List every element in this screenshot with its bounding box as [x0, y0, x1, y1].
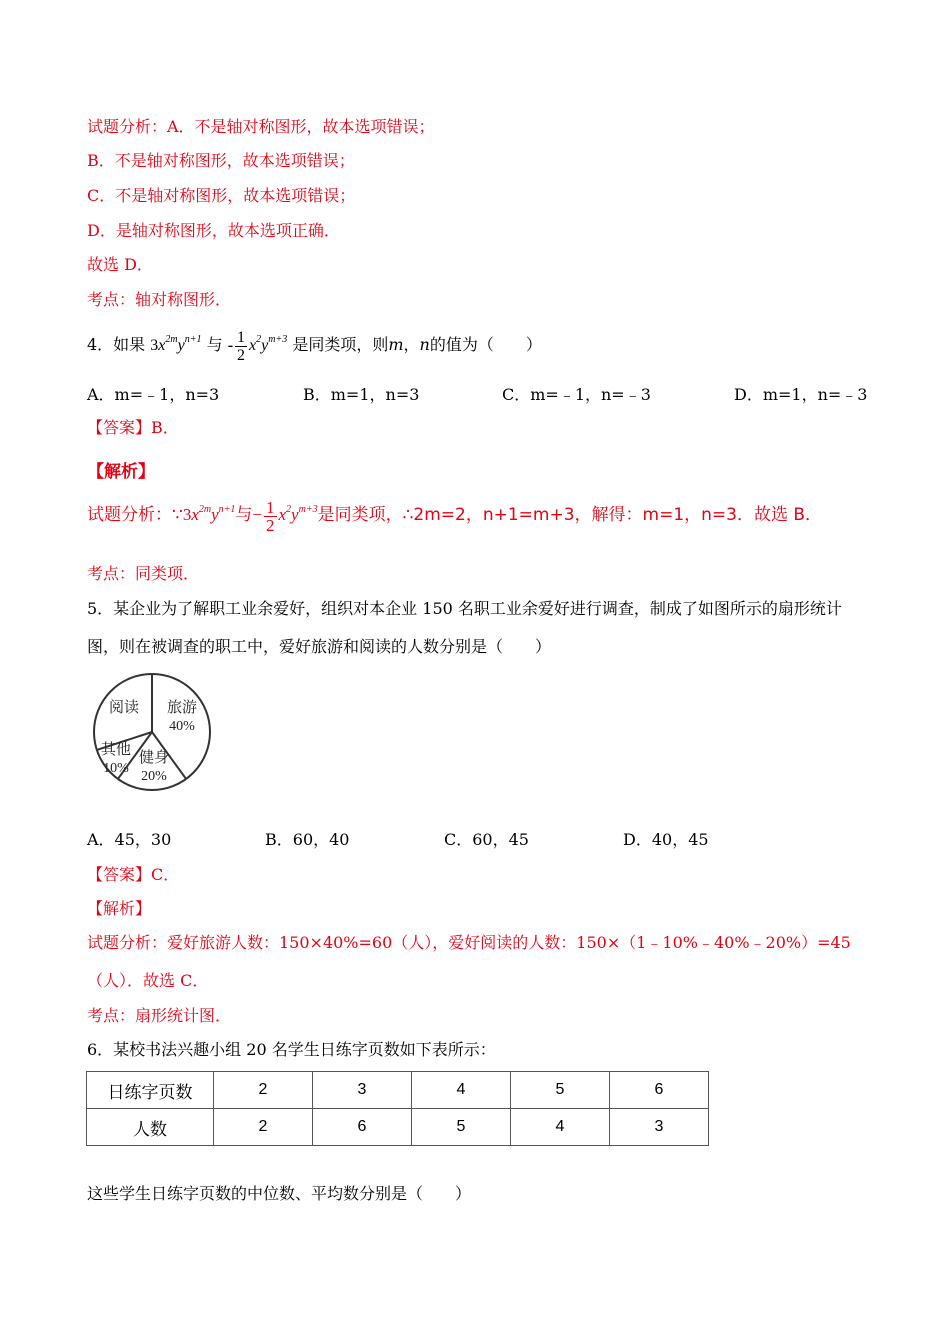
- q5-analysis-line1: 试题分析：爱好旅游人数：150×40%=60（人），爱好阅读的人数：150×（1﹣10%﹣40%﹣20%）=45: [87, 933, 851, 952]
- pie-label-旅游: 旅游: [166, 698, 198, 716]
- table-row-header: 人数: [87, 1109, 214, 1146]
- table-row-header: 日练字页数: [87, 1072, 214, 1109]
- q5-option-c: C．60，45: [444, 830, 529, 849]
- q5-analysis-line2: （人）．故选 C．: [87, 971, 209, 990]
- pie-label-其他: 其他: [100, 740, 132, 758]
- q5-answer: 【答案】C．: [87, 865, 180, 884]
- q4-analysis: 试题分析：$\because 3x^{2m}y^{n+1}$与− $\frac{1}{2}$ $x^2y^{m+3}$是同类项，∴2m=2，n+1=m+3，解得：m=1，n=3．故选 B．: [87, 497, 823, 535]
- q5-option-d: D．40，45: [623, 830, 709, 849]
- pie-chart: [85, 666, 221, 798]
- table-cell: 4: [511, 1109, 610, 1146]
- pie-value-健身: 20%: [141, 769, 167, 784]
- q6-table: [86, 1071, 709, 1146]
- q5-kaodian: 考点：扇形统计图．: [87, 1006, 232, 1025]
- table-cell: 5: [412, 1109, 511, 1146]
- q4-option-a: A．m=﹣1，n=3: [87, 385, 220, 404]
- q6-stem: 6．某校书法兴趣小组 20 名学生日练字页数如下表所示：: [87, 1040, 496, 1059]
- q4-option-c: C．m=﹣1，n=﹣3: [502, 385, 651, 404]
- table-cell: 2: [214, 1109, 313, 1146]
- table-cell: 5: [511, 1072, 610, 1109]
- pie-label-阅读: 阅读: [108, 698, 140, 716]
- table-cell: 6: [610, 1072, 709, 1109]
- q3-kaodian: 考点：轴对称图形．: [87, 290, 232, 309]
- q5-option-b: B．60，40: [265, 830, 350, 849]
- pie-label-健身: 健身: [138, 748, 170, 766]
- table-cell: 2: [214, 1072, 313, 1109]
- q3-analysis-line4: D．是轴对称图形，故本选项正确．: [87, 221, 340, 240]
- q4-number: 4．如果: [87, 335, 146, 354]
- table-row: [87, 1109, 709, 1146]
- q4-term1: $3x^{2m}y^{n+1}$: [150, 334, 202, 354]
- q3-analysis-line3: C．不是轴对称图形，故本选项错误；: [87, 186, 356, 205]
- q4-term2: - $\frac{1}{2}$ $x^2y^{m+3}$: [227, 328, 288, 364]
- q5-stem-line2: 图，则在被调查的职工中，爱好旅游和阅读的人数分别是（ ）: [87, 637, 552, 656]
- q5-option-a: A．45，30: [87, 830, 172, 849]
- q4-kaodian: 考点：同类项．: [87, 564, 200, 583]
- table-cell: 4: [412, 1072, 511, 1109]
- table-cell: 3: [313, 1072, 412, 1109]
- pie-value-旅游: 40%: [169, 719, 195, 734]
- q5-jiexi: 【解析】: [87, 899, 152, 918]
- q4-jiexi: 【解析】: [87, 462, 155, 482]
- q3-conclusion: 故选 D．: [87, 255, 153, 274]
- q3-analysis-line2: B．不是轴对称图形，故本选项错误；: [87, 151, 355, 170]
- table-row: [87, 1072, 709, 1109]
- q4-stem: [87, 326, 542, 365]
- q5-stem-line1: 5．某企业为了解职工业余爱好，组织对本企业 150 名职工业余爱好进行调查，制成了如图所示的扇形统计: [87, 599, 842, 618]
- q4-answer: 【答案】B．: [87, 418, 179, 437]
- table-cell: 3: [610, 1109, 709, 1146]
- table-cell: 6: [313, 1109, 412, 1146]
- q6-question: 这些学生日练字页数的中位数、平均数分别是（ ）: [87, 1184, 472, 1203]
- q4-connector: 与: [206, 335, 223, 354]
- q4-stem-rest: 是同类项，则m，n的值为（ ）: [292, 335, 542, 354]
- pie-value-其他: 10%: [103, 761, 129, 776]
- q4-option-d: D．m=1，n=﹣3: [734, 385, 868, 404]
- q3-analysis-line1: 试题分析：A．不是轴对称图形，故本选项错误；: [87, 117, 435, 136]
- q4-option-b: B．m=1，n=3: [303, 385, 420, 404]
